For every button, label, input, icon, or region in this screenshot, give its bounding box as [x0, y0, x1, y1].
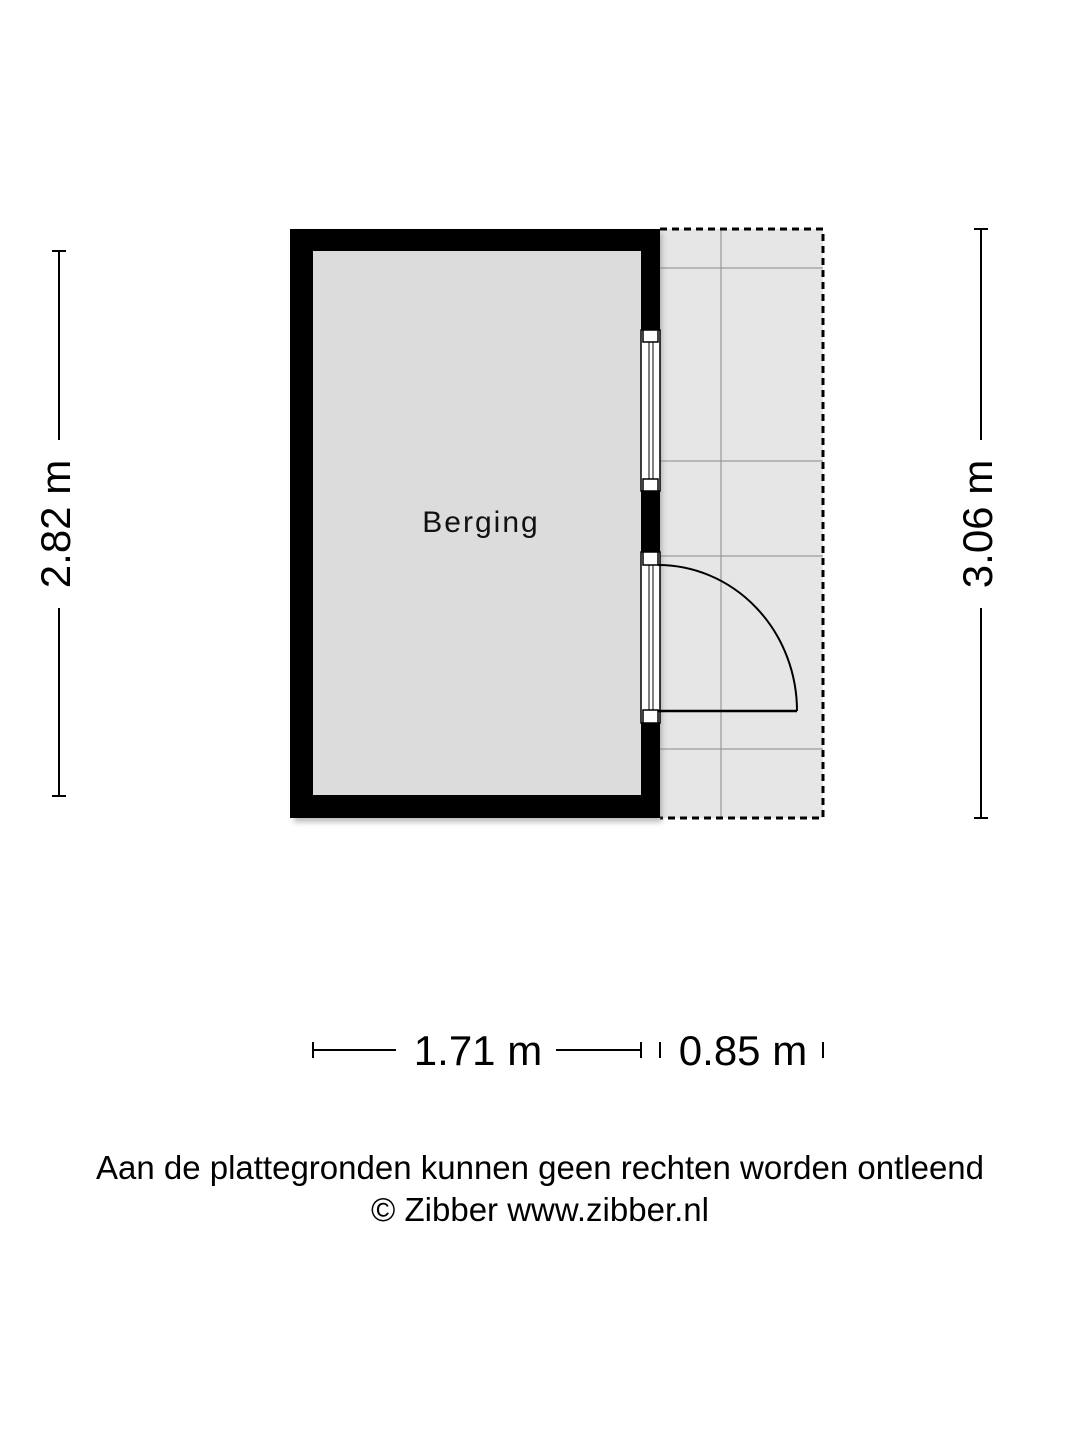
- terrace-fill: [660, 229, 823, 818]
- dimension-bottom-width: [313, 1027, 823, 1074]
- window-opening: [641, 330, 660, 491]
- dimension-label-terrace-width: 0.85 m: [678, 1027, 808, 1074]
- door-jamb-top: [643, 552, 658, 565]
- room-label: Berging: [422, 506, 540, 539]
- dimension-label-main-width: 1.71 m: [413, 1027, 543, 1074]
- dimension-right-height: [954, 229, 1001, 818]
- window-jamb-top: [643, 330, 658, 342]
- dimension-label-left: 2.82 m: [32, 459, 80, 589]
- door-opening: [641, 552, 660, 723]
- window-jamb-bottom: [643, 479, 658, 491]
- door-jamb-bottom: [643, 710, 658, 723]
- copyright-text: © Zibber www.zibber.nl: [371, 1191, 709, 1228]
- terrace-area: [660, 229, 823, 818]
- dimension-left-height: [32, 251, 79, 796]
- dimension-label-right: 3.06 m: [954, 459, 1002, 589]
- disclaimer-text: Aan de plattegronden kunnen geen rechten worden ontleend: [95, 1149, 985, 1186]
- window: [641, 330, 660, 491]
